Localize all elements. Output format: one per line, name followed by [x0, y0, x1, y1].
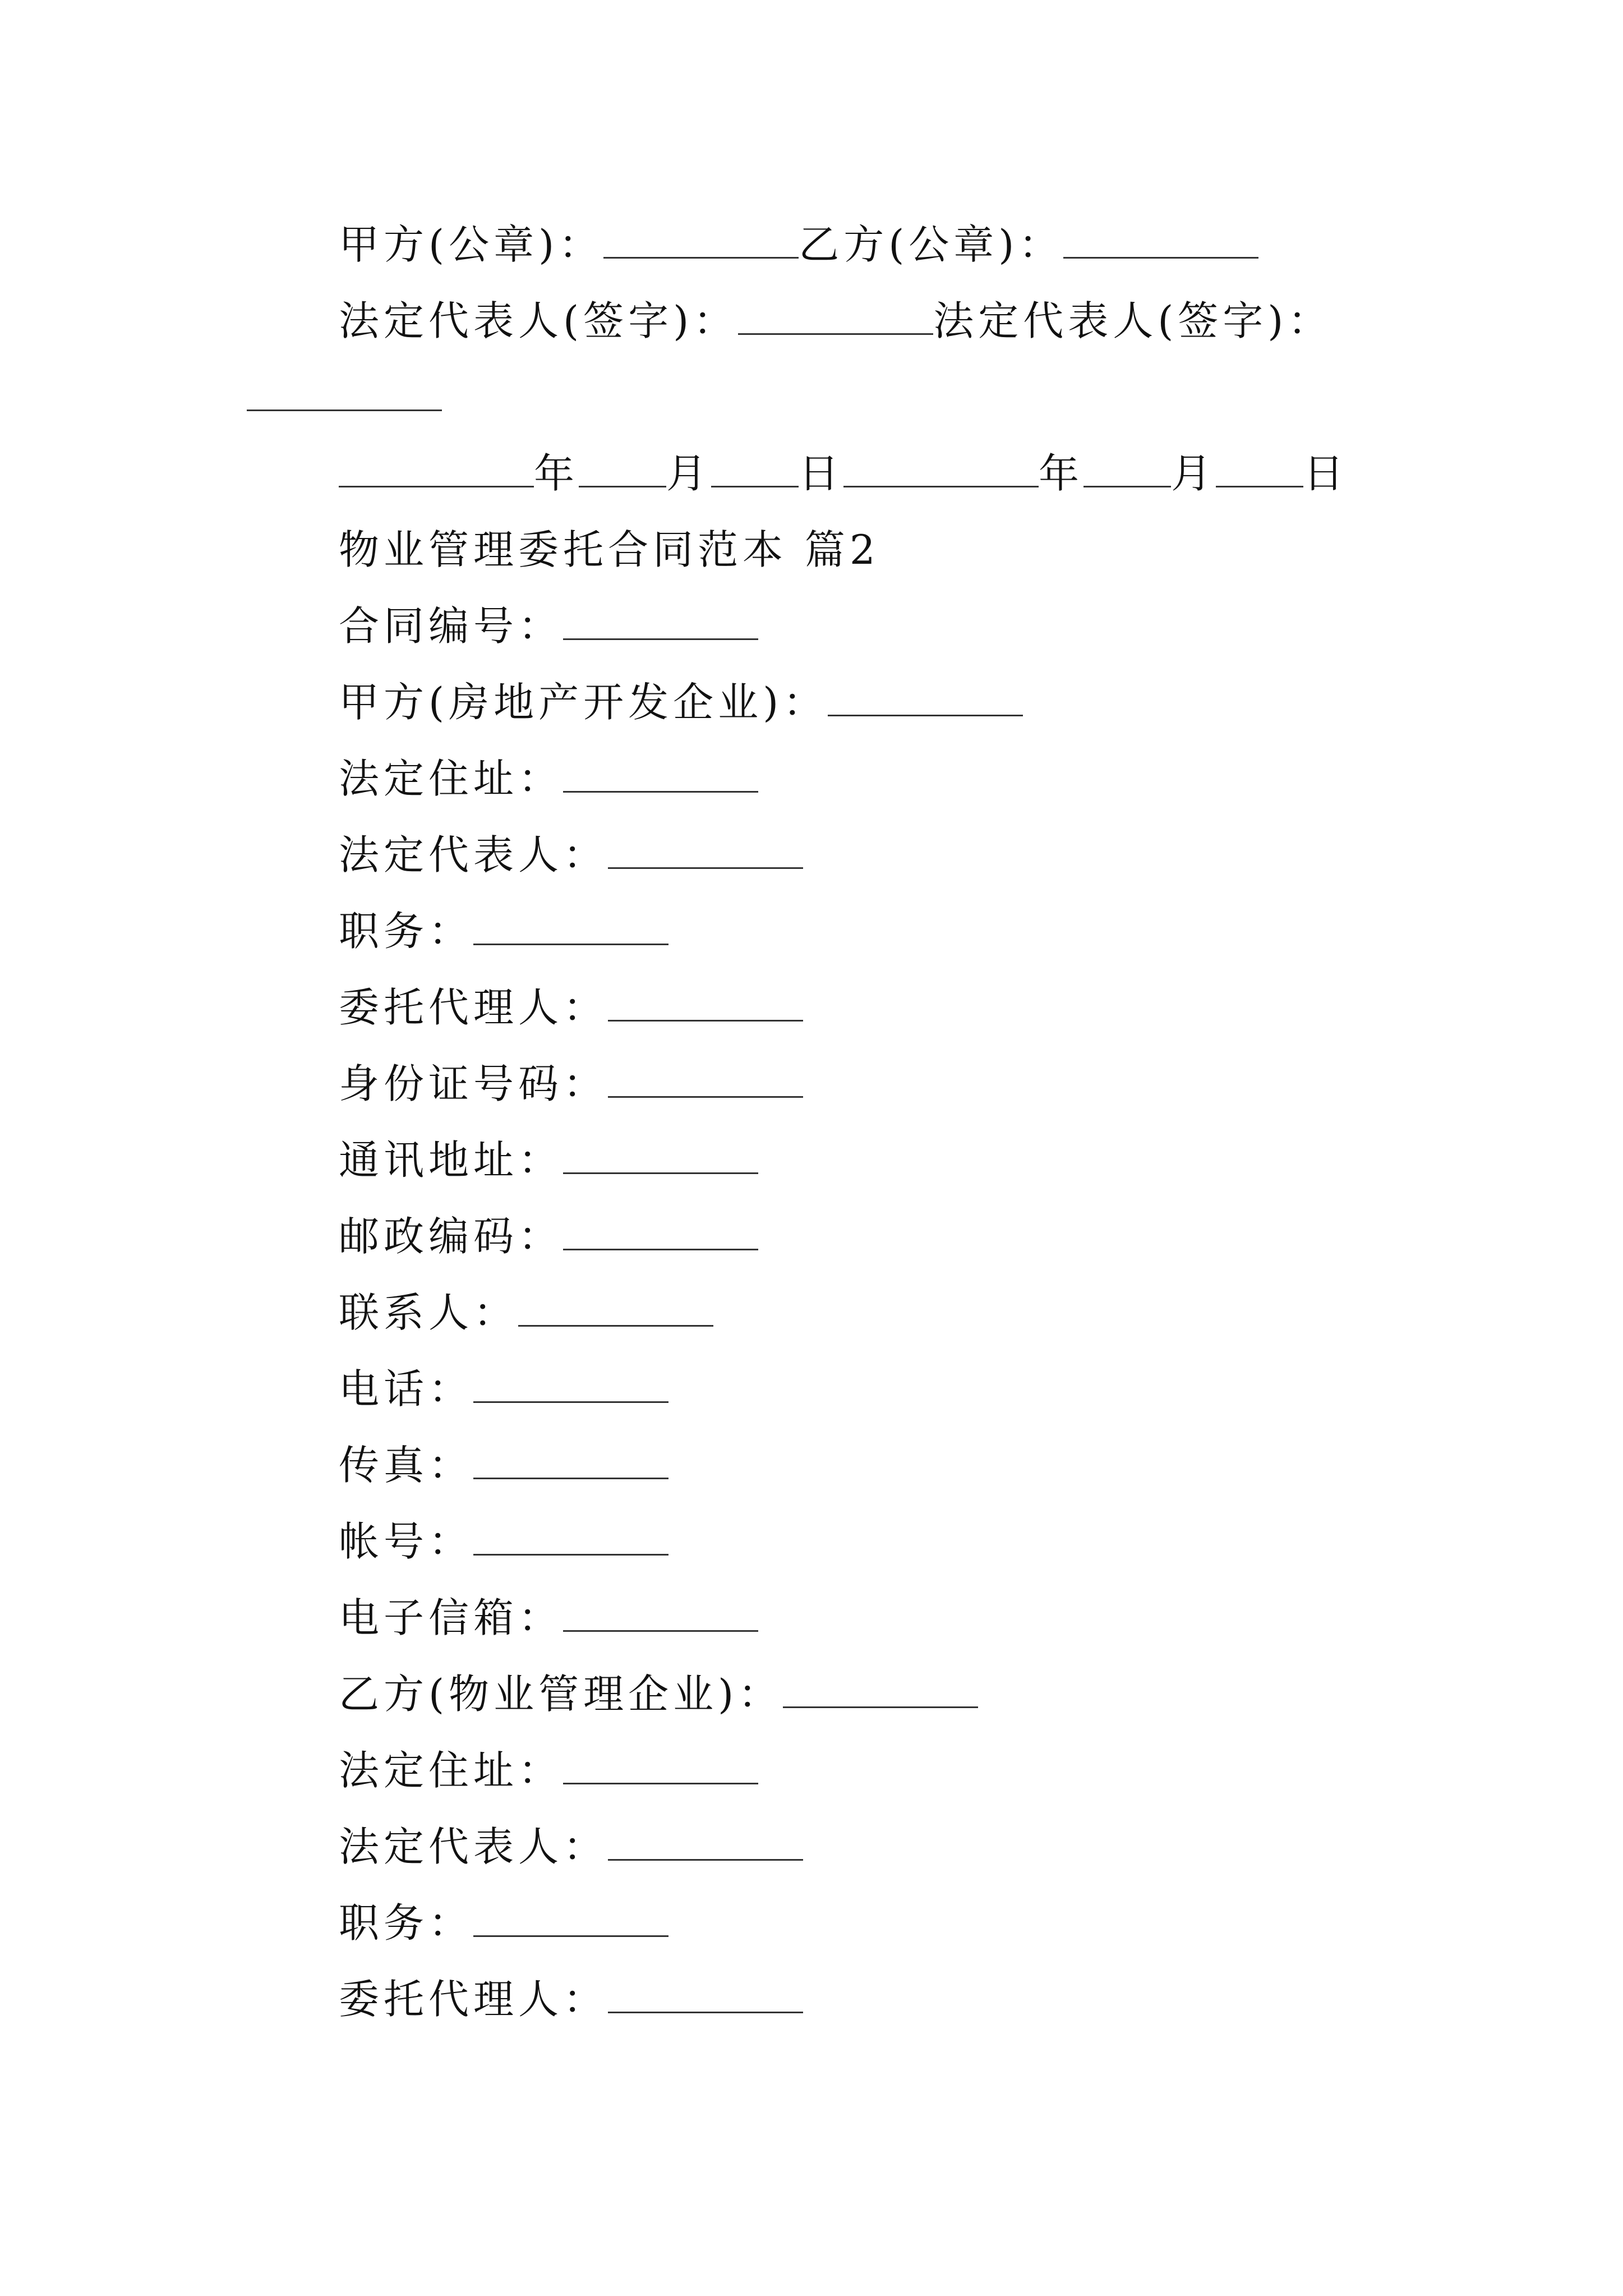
field-row [339, 1212, 758, 1261]
field-row [339, 1517, 668, 1566]
field-blank[interactable] [473, 1522, 668, 1556]
field-label: 身份证号码： [339, 1060, 608, 1107]
field-label: 职务： [339, 908, 474, 955]
field-label: 帐号： [339, 1518, 474, 1565]
field-row [339, 1975, 803, 2024]
field-row [339, 678, 1023, 727]
field-label: 邮政编码： [339, 1213, 564, 1260]
field-blank[interactable] [608, 836, 803, 869]
field-row [339, 907, 668, 956]
seal-line [339, 220, 1258, 269]
field-blank[interactable] [563, 760, 758, 793]
field-blank[interactable] [608, 1828, 803, 1861]
month-a-blank[interactable] [579, 454, 666, 487]
year-a-blank[interactable] [339, 454, 534, 487]
field-label: 通讯地址： [339, 1137, 564, 1184]
field-row [339, 1593, 758, 1642]
year-b-blank[interactable] [843, 454, 1039, 487]
party-b-seal-blank[interactable] [1063, 226, 1258, 259]
day-a-blank[interactable] [711, 454, 799, 487]
month-b-blank[interactable] [1083, 454, 1171, 487]
field-label: 电子信箱： [339, 1594, 564, 1641]
field-row [339, 601, 758, 651]
field-label: 联系人： [339, 1289, 519, 1336]
field-blank[interactable] [563, 607, 758, 640]
month-a-label: 月 [666, 450, 712, 497]
day-b-label: 日 [1303, 450, 1349, 497]
day-a-label: 日 [799, 450, 844, 497]
day-b-blank[interactable] [1216, 454, 1303, 487]
legal-rep-sign-a-label: 法定代表人(签字)： [339, 297, 739, 344]
section-title: 物业管理委托合同范本 篇2 [339, 526, 880, 573]
party-a-seal-label: 甲方(公章)： [339, 221, 604, 268]
field-label: 委托代理人： [339, 984, 608, 1031]
field-label: 传真： [339, 1442, 474, 1489]
field-label: 法定住址： [339, 1747, 564, 1794]
field-label: 合同编号： [339, 602, 564, 650]
field-label: 甲方(房地产开发企业)： [339, 679, 828, 726]
field-row [339, 1364, 668, 1414]
field-row [339, 1898, 668, 1948]
field-row [339, 1135, 758, 1185]
field-label: 电话： [339, 1365, 474, 1412]
legal-rep-sign-b-blank-line [247, 372, 442, 422]
party-a-seal-blank[interactable] [603, 226, 799, 259]
field-blank[interactable] [473, 1370, 668, 1403]
field-label: 职务： [339, 1899, 474, 1947]
field-blank[interactable] [608, 988, 803, 1022]
field-row [339, 1746, 758, 1795]
date-line [339, 449, 1348, 498]
field-row [339, 1669, 978, 1719]
field-blank[interactable] [473, 912, 668, 945]
year-b-label: 年 [1039, 450, 1084, 497]
field-label: 法定代表人： [339, 831, 608, 878]
field-row [339, 1288, 713, 1337]
field-blank[interactable] [473, 1446, 668, 1479]
field-blank[interactable] [828, 683, 1023, 716]
field-label: 法定住址： [339, 755, 564, 802]
legal-rep-sign-b-blank[interactable] [247, 378, 442, 411]
field-blank[interactable] [608, 1980, 803, 2013]
field-blank[interactable] [518, 1294, 713, 1327]
field-blank[interactable] [783, 1675, 978, 1708]
field-blank[interactable] [608, 1065, 803, 1098]
field-row [339, 830, 803, 880]
field-label: 法定代表人： [339, 1823, 608, 1870]
year-a-label: 年 [534, 450, 579, 497]
field-blank[interactable] [563, 1141, 758, 1174]
field-row [339, 1822, 803, 1871]
party-b-seal-label: 乙方(公章)： [799, 221, 1064, 268]
legal-rep-sign-line [339, 296, 1332, 346]
field-row [339, 1441, 668, 1490]
field-blank[interactable] [473, 1904, 668, 1937]
field-label: 乙方(物业管理企业)： [339, 1671, 783, 1718]
legal-rep-sign-a-blank[interactable] [738, 302, 933, 335]
legal-rep-sign-b-label: 法定代表人(签字)： [933, 297, 1333, 344]
month-b-label: 月 [1171, 450, 1216, 497]
field-blank[interactable] [563, 1751, 758, 1784]
field-row [339, 754, 758, 803]
field-row [339, 983, 803, 1032]
field-blank[interactable] [563, 1217, 758, 1250]
field-row [339, 1059, 803, 1108]
field-blank[interactable] [563, 1599, 758, 1632]
field-label: 委托代理人： [339, 1976, 608, 2023]
